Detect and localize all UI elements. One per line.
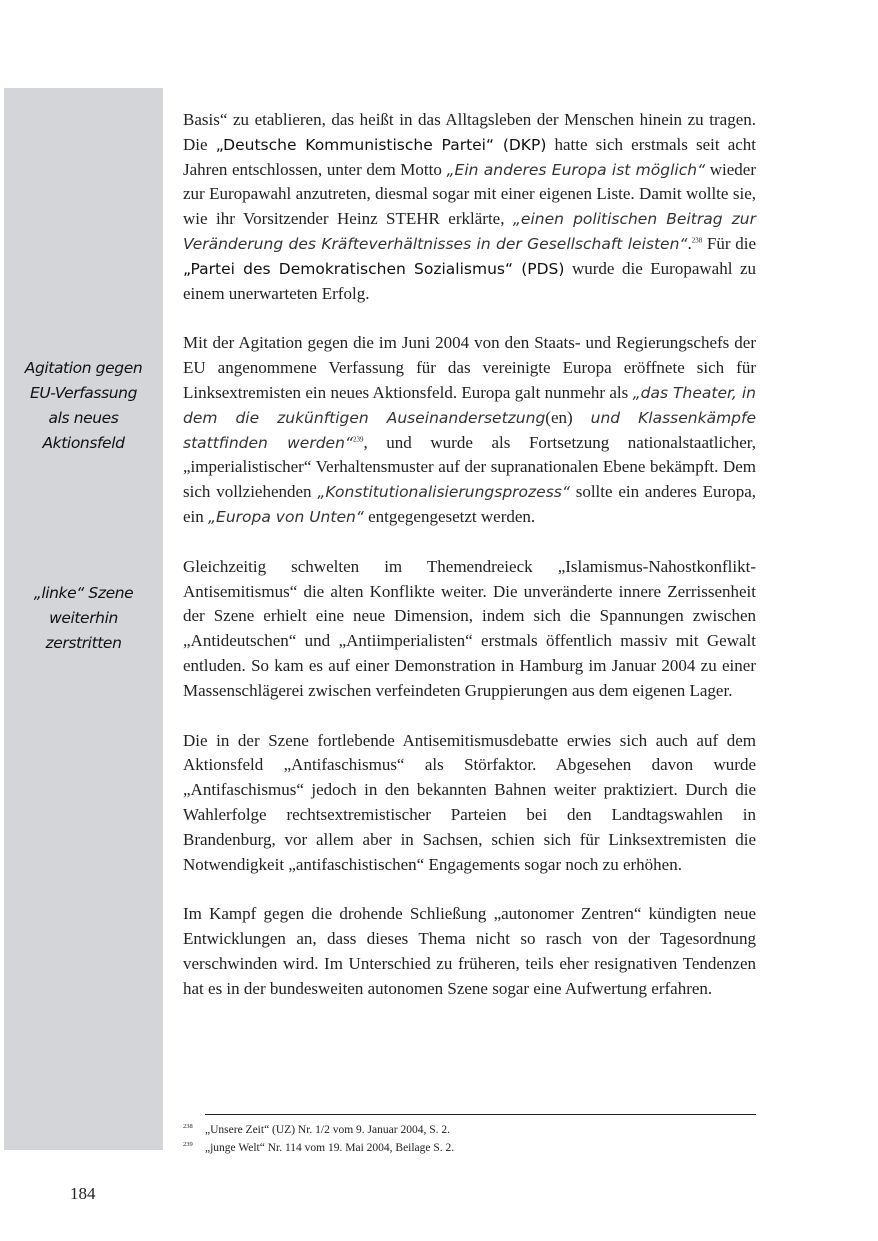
paragraph-2: Mit der Agitation gegen die im Juni 2004 von den Staats- und Regierungschefs der EU angenommene Verfassung für das vereinigte Europa eröffnete sich für Linksextremisten ein neues Aktionsfeld. Europa galt nunmehr als „das Theater, in dem die zukünftigen Auseinandersetzung(en) und Klassenkämpfe stattfinden werden“$^{239}$, und wurde als Fortsetzung nationalstaatlicher, „imperialistischer“ Verhaltensmuster auf der supranationalen Ebene bekämpft. Dem sich vollziehenden „Konstitutionalisierungsprozess“ sollte ein anderes Europa, ein „Europa von Unten“ entgegengesetzt werden. xyxy=(183,333,756,526)
motto-quote: „Ein anderes Europa ist möglich“ xyxy=(446,160,706,179)
europe-quote: „Europa von Unten“ xyxy=(208,507,364,526)
footnote-238: 238 „Unsere Zeit“ (UZ) Nr. 1/2 vom 9. Januar 2004, S. 2. xyxy=(183,1123,450,1136)
pds-emphasis: „Partei des Demokratischen Sozialismus“ (PDS) xyxy=(183,259,565,278)
main-text xyxy=(183,108,756,1027)
stehr-quote: „einen politischen Beitrag zur Veränderung des Kräfteverhältnisses in der Gesellschaft leisten“ xyxy=(183,210,756,253)
constitution-quote: „Konstitutionalisierungsprozess“ xyxy=(317,483,570,502)
margin-note-left-scene: „linke“ Szene weiterhin zerstritten xyxy=(33,584,134,652)
footnote-divider xyxy=(205,1114,756,1115)
paragraph-1: Basis“ zu etablieren, das heißt in das Alltagsleben der Menschen hinein zu tragen. Die „Deutsche Kommunistische Partei“ (DKP) hatte sich erstmals seit acht Jahren entschlossen, unter dem Motto „Ein anderes Europa ist möglich“ wieder zur Europawahl anzutreten, diesmal sogar mit einer eigenen Liste. Damit wollte sie, wie ihr Vorsitzender Heinz STEHR erklärte, „einen politischen Beitrag zur Veränderung des Kräfteverhältnisses in der Gesellschaft leisten“.$^{238}$ Für die „Partei des Demokratischen Sozialismus“ (PDS) wurde die Europawahl zu einem unerwarteten Erfolg. xyxy=(183,110,757,303)
dkp-emphasis: „Deutsche Kommunistische Partei“ (DKP) xyxy=(215,135,547,154)
footnotes xyxy=(183,1121,756,1157)
paragraph-3: Gleichzeitig schwelten im Themendreieck „Islamismus-Nahostkonflikt-Antisemitismus“ die alten Konflikte weiter. Die unveränderte innere Zerrissenheit der Szene erhielt eine neue Dimension, indem sich die Spannungen zwischen „Antideutschen“ und „Antiimperialisten“ erstmals öffentlich massiv mit Gewalt entluden. So kam es auf einer Demonstration in Hamburg im Januar 2004 zu einer Massenschlägerei zwischen verfeindeten Gruppierungen aus dem eigenen Lager. xyxy=(183,556,756,700)
footnote-239: 239 „junge Welt“ Nr. 114 vom 19. Mai 2004, Beilage S. 2. xyxy=(183,1141,455,1154)
theater-quote: „das Theater, in dem die zukünftigen Auseinandersetzung xyxy=(183,383,756,427)
paragraph-5: Im Kampf gegen die drohende Schließung „autonomer Zentren“ kündigten neue Entwicklungen an, dass dieses Thema nicht so rasch von der Tagesordnung verschwinden wird. Im Unterschied zu früheren, teils eher resignativen Tendenzen hat es in der bundesweiten autonomen Szene sogar eine Aufwertung erfahren. xyxy=(183,904,756,998)
footnote-ref-239: 239 xyxy=(352,434,364,443)
margin-note-eu-constitution: Agitation gegen EU-Verfassung als neues Aktionsfeld xyxy=(24,359,143,452)
footnote-ref-238: 238 xyxy=(691,236,703,245)
page-number: 184 xyxy=(70,1184,96,1203)
paragraph-4: Die in der Szene fortlebende Antisemitismusdebatte erwies sich auch auf dem Aktionsfeld „Antifaschismus“ als Störfaktor. Abgesehen davon wurde „Antifaschismus“ jedoch in den bekannten Bahnen weiter praktiziert. Durch die Wahlerfolge rechtsextremistischer Parteien bei den Landtagswahlen in Brandenburg, vor allem aber in Sachsen, schien sich für Linksextremisten die Notwendigkeit „antifaschistischen“ Engagements sogar noch zu erhöhen. xyxy=(183,730,756,874)
